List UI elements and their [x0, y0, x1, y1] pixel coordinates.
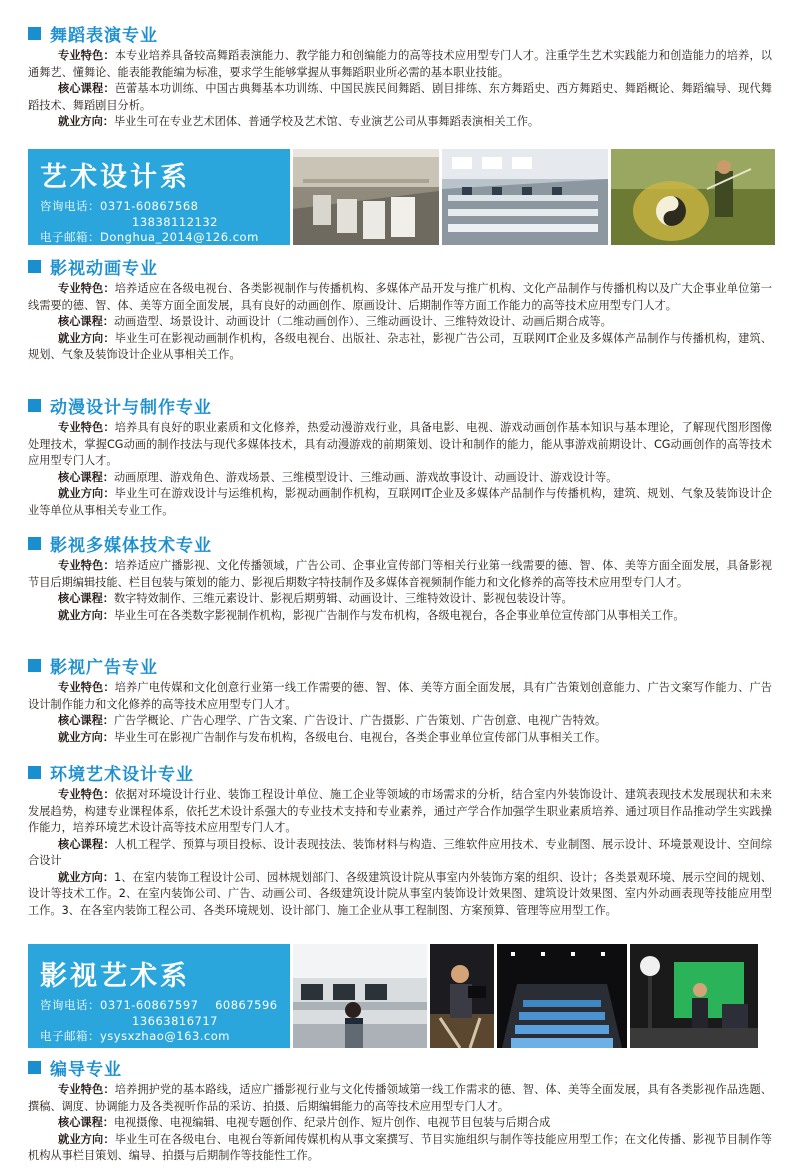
section-title: 动漫设计与制作专业: [50, 397, 212, 418]
career-paragraph: 就业方向：毕业生可在专业艺术团体、普通学校及艺术馆、专业演艺公司从事舞蹈表演相关工作。: [58, 115, 540, 128]
section-heading: [28, 1056, 772, 1078]
section-title: 舞蹈表演专业: [50, 25, 158, 46]
section-title: 编导专业: [50, 1059, 122, 1080]
section-heading: [28, 255, 772, 277]
career-paragraph: 就业方向：毕业生可在各类数字影视制作机构，影视广告制作与发布机构，各级电视台，各企事业单位宣传部门从事相关工作。: [58, 608, 685, 622]
feature-paragraph: 专业特色：依据对环境设计行业、装饰工程设计单位、施工企业等领域的市场需求的分析，结合室内外装饰设计、建筑表现技术发展现状和未来发展趋势，构建专业课程体系，依托艺术设计系强大的专业技术支持和专业素养，通过产学合作加强学生职业素质培养、通过项目作品推动学生实践操作能力，培养环境艺术设计高等技术应用型专门人才。: [28, 788, 772, 834]
email-address: Donghua_2014@126.com: [100, 230, 259, 244]
department-banner-film-art: [28, 944, 772, 1048]
square-bullet-icon: [28, 260, 41, 273]
email-address: ysysxzhao@163.com: [100, 1029, 230, 1043]
core-courses-paragraph: 核心课程：数字特效制作、三维元素设计、影视后期剪辑、动画设计、三维特效设计、影视包装设计等。: [58, 592, 573, 605]
career-paragraph: 就业方向：毕业生可在影视广告制作与发布机构，各级电台、电视台，各类企事业单位宣传部门从事相关工作。: [58, 730, 607, 744]
feature-paragraph: 专业特色：培养广电传媒和文化创意行业第一线工作需要的德、智、体、美等方面全面发展，具有广告策划创意能力、广告文案写作能力、广告设计制作能力和文化修养的高等技术应用型专门人才。: [28, 681, 772, 711]
section-heading: [28, 761, 772, 783]
core-courses-paragraph: 核心课程：动画造型、场景设计、动画设计（二维动画创作）、三维动画设计、三维特效设计、动画后期合成等。: [58, 315, 612, 328]
mobile-number: 13663816717: [132, 1013, 218, 1028]
lab-photo-computer-rows: [293, 149, 439, 245]
core-courses-paragraph: 核心课程：广告学概论、广告心理学、广告文案、广告设计、广告摄影、广告策划、广告创意、电视广告特效。: [58, 714, 607, 727]
square-bullet-icon: [28, 766, 41, 779]
phone-number: 0371-60867568: [100, 199, 199, 213]
artwork-photo-taiji: [611, 149, 775, 245]
section-heading: [28, 532, 772, 554]
core-courses-paragraph: 核心课程：动画原理、游戏角色、游戏场景、三维模型设计、三维动画、游戏故事设计、动画设计、游戏设计等。: [58, 470, 618, 484]
feature-paragraph: 专业特色：本专业培养具备较高舞蹈表演能力、教学能力和创编能力的高等技术应用型专门人才。注重学生艺术实践能力和创造能力的培养，以通舞艺、懂舞论、能表能教能编为标准，要求学生能够掌握从事舞蹈职业所必需的基本职业技能。: [28, 49, 772, 79]
section-title: 环境艺术设计专业: [50, 764, 194, 785]
section-heading: [28, 22, 772, 44]
core-courses-paragraph: 核心课程：电视摄像、电视编辑、电视专题创作、纪录片创作、短片创作、电视节目包装与后期合成: [58, 1116, 551, 1129]
department-name: 艺术设计系: [40, 162, 190, 193]
major-section-film-advertising: [28, 654, 772, 746]
career-paragraph: 就业方向：1、在室内装饰工程设计公司、园林规划部门、各级建筑设计院从事室内外装饰方案的组织、设计；各类景观环境、展示空间的规划、设计等技术工作。2、在室内装饰公司、广告、动画公司、各级建筑设计院从事室内装饰设计效果图、建筑设计效果图、室内外动画表现等技能应用型工作。3、在各室内装饰工程公司、各类环境规划、设计部门、施工企业从事工程制图、方案预算、管理等应用型工作。: [28, 870, 772, 917]
feature-paragraph: 专业特色：培养适应在各级电视台、各类影视制作与传播机构、多媒体产品开发与推广机构、文化产品制作与传播机构以及广大企事业单位第一线需要的德、智、体、美等方面全面发展，具有良好的动画创作、原画设计、后期制作等方面工作能力的高等技术应用型专门人才。: [28, 282, 772, 312]
lab-photo-classroom: [442, 149, 608, 245]
lab-photo-editing-room: [293, 944, 427, 1048]
section-title: 影视广告专业: [50, 657, 158, 678]
department-contact: 咨询电话：0371-60867568 13838112132 电子邮箱：Donghua_2014@126.com: [40, 199, 278, 246]
department-contact: 咨询电话：0371-60867597 60867596 13663816717 电子邮箱：ysysxzhao@163.com: [40, 998, 278, 1043]
theater-photo-seating: [497, 944, 627, 1048]
section-title: 影视动画专业: [50, 258, 158, 279]
department-banner-art-design: [28, 149, 772, 245]
feature-paragraph: 专业特色：培养具有良好的职业素质和文化修养，热爱动漫游戏行业，具备电影、电视、游戏动画创作基本知识与基本理论，了解现代图形图像处理技术，掌握CG动画的制作技法与现代多媒体技术，具有动漫游戏的前期策划、设计和制作的能力，能从事游戏前期设计、CG动画创作的高等技术应用型专门人才。: [28, 421, 772, 467]
career-paragraph: 就业方向：毕业生可在影视动画制作机构，各级电视台、出版社、杂志社，影视广告公司，互联网IT企业及多媒体产品制作与传播机构，建筑、规划、气象及装饰设计企业从事相关工作。: [28, 331, 772, 361]
major-section-dance: [28, 22, 772, 131]
section-heading: [28, 654, 772, 676]
major-section-anime-design: [28, 394, 772, 519]
section-title: 影视多媒体技术专业: [50, 535, 212, 556]
major-section-film-multimedia: [28, 532, 772, 624]
square-bullet-icon: [28, 399, 41, 412]
core-courses-paragraph: 核心课程：芭蕾基本功训练、中国古典舞基本功训练、中国民族民间舞蹈、剧目排练、东方舞蹈史、西方舞蹈史、舞蹈概论、舞蹈编导、现代舞蹈技术、舞蹈剧目分析。: [28, 82, 772, 112]
department-name: 影视艺术系: [40, 961, 190, 992]
career-paragraph: 就业方向：毕业生可在各级电台、电视台等新闻传媒机构从事文案撰写、节目实施组织与制作等技能应用型工作；在文化传播、影视节目制作等机构从事栏目策划、编导、拍摄与后期制作等技能性工作。: [28, 1132, 772, 1162]
career-paragraph: 就业方向：毕业生可在游戏设计与运维机构，影视动画制作机构，互联网IT企业及多媒体产品制作与传播机构，建筑、规划、气象及装饰设计企业等单位从事相关专业工作。: [28, 487, 772, 517]
square-bullet-icon: [28, 537, 41, 550]
feature-paragraph: 专业特色：培养拥护党的基本路线，适应广播影视行业与文化传播领域第一线工作需求的德、智、体、美等全面发展，具有各类影视作品选题、撰稿、调度、协调能力及各类视听作品的采访、拍摄、后期编辑能力的高等技术应用型专门人才。: [28, 1083, 772, 1113]
section-heading: [28, 394, 772, 416]
square-bullet-icon: [28, 659, 41, 672]
department-info: [28, 944, 290, 1048]
studio-photo-greenscreen: [630, 944, 758, 1048]
square-bullet-icon: [28, 27, 41, 40]
major-section-directing: [28, 1056, 772, 1165]
feature-paragraph: 专业特色：培养适应广播影视、文化传播领域，广告公司、企事业宣传部门等相关行业第一线需要的德、智、体、美等方面全面发展，具备影视节目后期编辑技能、栏目包装与策划的能力、影视后期数字特技制作及多媒体音视频制作能力和文化修养的高等技术应用型专门人才。: [28, 559, 772, 589]
major-section-environmental-art: [28, 761, 772, 919]
department-info: [28, 149, 290, 245]
department-photos: [290, 944, 772, 1048]
department-photos: [290, 149, 775, 245]
phone-number: 0371-60867597 60867596: [100, 998, 278, 1012]
studio-photo-camera-crew: [430, 944, 494, 1048]
major-section-film-animation: [28, 255, 772, 364]
core-courses-paragraph: 核心课程：人机工程学、预算与项目投标、设计表现技法、装饰材料与构造、三维软件应用技术、专业制图、展示设计、环境景观设计、空间综合设计: [28, 837, 772, 867]
square-bullet-icon: [28, 1061, 41, 1074]
mobile-number: 13838112132: [132, 214, 218, 229]
